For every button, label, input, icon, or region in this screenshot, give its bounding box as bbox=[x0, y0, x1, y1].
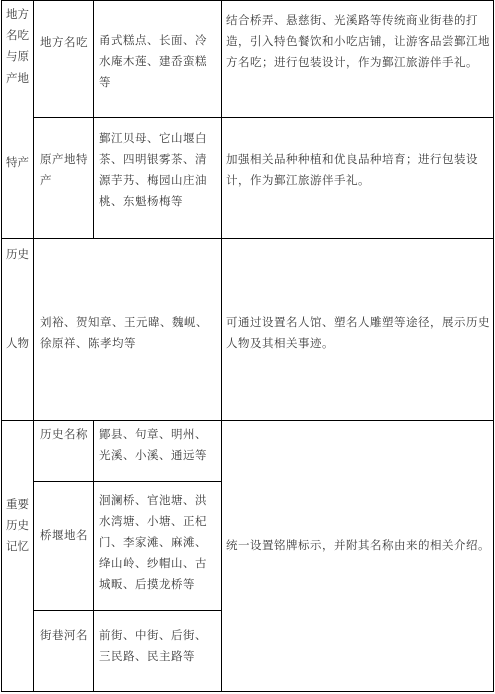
table-border-bottom bbox=[1, 691, 494, 692]
category-history-part1: 历史 bbox=[6, 247, 29, 261]
local-snacks-plan: 结合桥弄、悬慈街、光溪路等传统商业街巷的打造，引入特色餐饮和小吃店铺，让游客品尝鄞江地方名吃；进行包装设计，作为鄞江旅游伴手礼。 bbox=[226, 13, 490, 69]
subcategory-street-names: 街巷河名 bbox=[40, 628, 88, 642]
category-food-and-specialties-part1: 地方名吃与原 bbox=[6, 7, 29, 63]
row-divider-food bbox=[33, 117, 494, 118]
specialties-plan: 加强相关品种种植和优良品种培育；进行包装设计，作为鄞江旅游伴手礼。 bbox=[226, 152, 478, 187]
history-people-items: 刘裕、贺知章、王元暐、魏岘、徐原祥、陈孝均等 bbox=[40, 315, 208, 350]
street-names-items: 前街、中街、后街、三民路、民主路等 bbox=[99, 628, 207, 663]
column-divider-3 bbox=[221, 0, 222, 692]
subcategory-bridge-names: 桥堰地名 bbox=[40, 528, 88, 542]
history-people-plan: 可通过设置名人馆、塑名人雕塑等途径，展示历史人物及其相关事迹。 bbox=[226, 315, 490, 350]
category-memory: 重要历史记忆 bbox=[6, 497, 29, 553]
subcategory-specialties: 原产地特产 bbox=[40, 152, 88, 187]
subcategory-historic-names: 历史名称 bbox=[40, 427, 88, 441]
table-border-top bbox=[1, 0, 494, 1]
column-divider-2a bbox=[93, 0, 94, 238]
row-divider-names bbox=[33, 481, 221, 482]
category-history-part2: 人物 bbox=[6, 336, 29, 350]
memory-plan: 统一设置铭牌标示，并附其名称由来的相关介绍。 bbox=[226, 538, 490, 552]
column-divider-2b bbox=[93, 420, 94, 692]
row-divider-history bbox=[1, 238, 494, 239]
historic-names-items: 鄮县、句章、明州、光溪、小溪、通远等 bbox=[99, 427, 207, 462]
bridge-names-items: 洄澜桥、官池塘、洪水湾塘、小塘、正杞门、李家滩、麻滩、绛山岭、纱帽山、古城畈、后摸龙桥等 bbox=[99, 493, 207, 591]
table-border-right bbox=[493, 0, 494, 692]
subcategory-local-snacks: 地方名吃 bbox=[40, 35, 88, 49]
specialties-items: 鄞江贝母、它山堰白茶、四明银雾茶、清源芋艿、梅园山庄油桃、东魁杨梅等 bbox=[99, 131, 207, 208]
row-divider-bridges bbox=[33, 610, 221, 611]
category-food-and-specialties-part3: 特产 bbox=[6, 155, 29, 169]
table-border-left bbox=[1, 0, 2, 692]
category-food-and-specialties-part2: 产地 bbox=[6, 71, 29, 85]
local-snacks-items: 甬式糕点、长面、冷水庵木莲、建岙蛮糕等 bbox=[99, 33, 207, 89]
column-divider-1 bbox=[33, 0, 34, 692]
row-divider-memory bbox=[1, 420, 494, 421]
